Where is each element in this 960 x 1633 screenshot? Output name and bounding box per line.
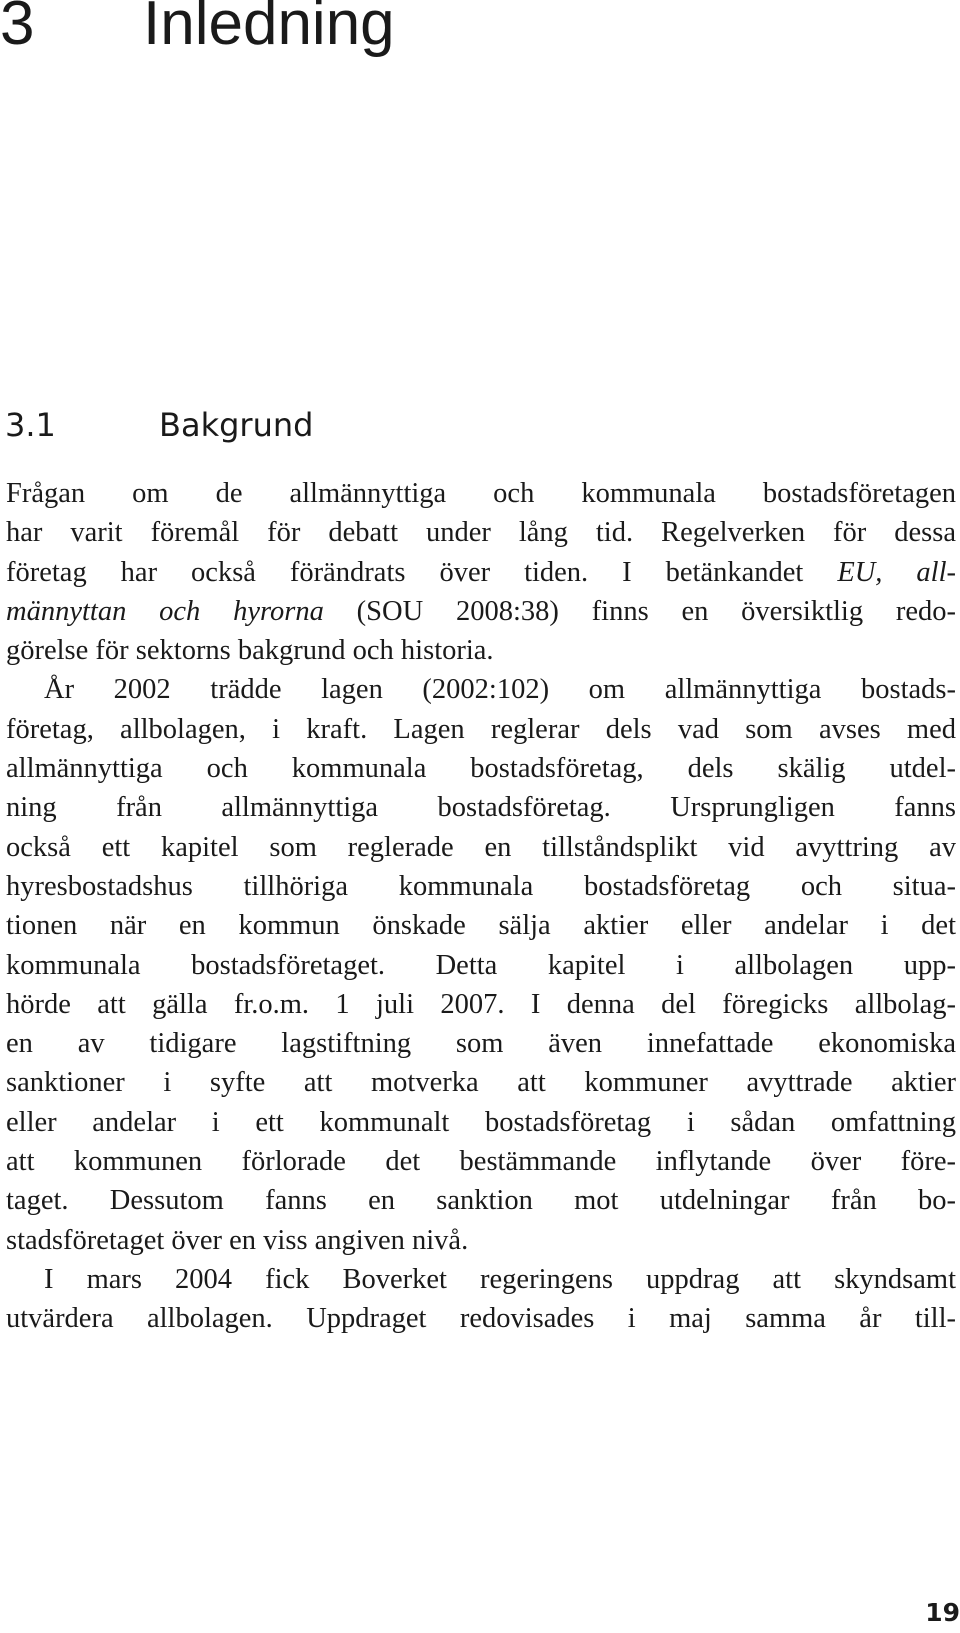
page-number: 19 (925, 1598, 960, 1627)
text-line: har varit föremål för debatt under lång tid. Regelverken för dessa (6, 517, 956, 549)
text-line: också ett kapitel som reglerade en tillståndsplikt vid avyttring av (6, 831, 956, 863)
chapter-title-text: Inledning (143, 0, 395, 58)
chapter-title (0, 0, 395, 64)
section-number: 3.1 (5, 406, 56, 444)
text-line: År 2002 trädde lagen (2002:102) om allmännyttiga bostads- (44, 674, 956, 706)
text-line: hyresbostadshus tillhöriga kommunala bostadsföretag och situa- (6, 870, 956, 902)
text-line: görelse för sektorns bakgrund och historia. (6, 635, 494, 667)
text-line: att kommunen förlorade det bestämmande inflytande över före- (6, 1146, 956, 1178)
text-line: ning från allmännyttiga bostadsföretag. Ursprungligen fanns (6, 792, 956, 824)
text-line: I mars 2004 fick Boverket regeringens uppdrag att skyndsamt (44, 1263, 956, 1295)
text-line: allmännyttiga och kommunala bostadsföretag, dels skälig utdel- (6, 753, 956, 785)
paragraph-2 (6, 670, 956, 1259)
text-line: sanktioner i syfte att motverka att kommuner avyttrade aktier (6, 1067, 956, 1099)
text-line: stadsföretaget över en viss angiven nivå. (6, 1224, 469, 1256)
text-line: hörde att gälla fr.o.m. 1 juli 2007. I denna del föregicks allbolag- (6, 988, 956, 1020)
text-line: taget. Dessutom fanns en sanktion mot utdelningar från bo- (6, 1185, 956, 1217)
text-line (6, 553, 956, 592)
body-text (6, 474, 956, 1339)
chapter-number: 3 (0, 0, 35, 58)
text-fragment: företag har också förändrats över tiden. I betänkandet (6, 556, 804, 588)
report-title-italic: EU, all- (837, 556, 956, 588)
text-line: utvärdera allbolagen. Uppdraget redovisades i maj samma år till- (6, 1303, 956, 1335)
paragraph-3 (6, 1260, 956, 1339)
paragraph-1 (6, 474, 956, 670)
text-line: kommunala bostadsföretaget. Detta kapitel i allbolagen upp- (6, 949, 956, 981)
section-heading (5, 403, 313, 447)
text-line: tionen när en kommun önskade sälja aktier eller andelar i det (6, 910, 956, 942)
text-line: företag, allbolagen, i kraft. Lagen reglerar dels vad som avses med (6, 713, 956, 745)
text-line: en av tidigare lagstiftning som även innefattade ekonomiska (6, 1028, 956, 1060)
report-title-italic: männyttan och hyrorna (6, 595, 324, 627)
text-fragment: (SOU 2008:38) finns en översiktlig redo- (356, 595, 956, 627)
text-line: Frågan om de allmännyttiga och kommunala bostadsföretagen (6, 478, 956, 509)
section-title-text: Bakgrund (159, 406, 314, 444)
text-line (6, 592, 956, 631)
text-line: eller andelar i ett kommunalt bostadsföretag i sådan omfattning (6, 1106, 956, 1138)
